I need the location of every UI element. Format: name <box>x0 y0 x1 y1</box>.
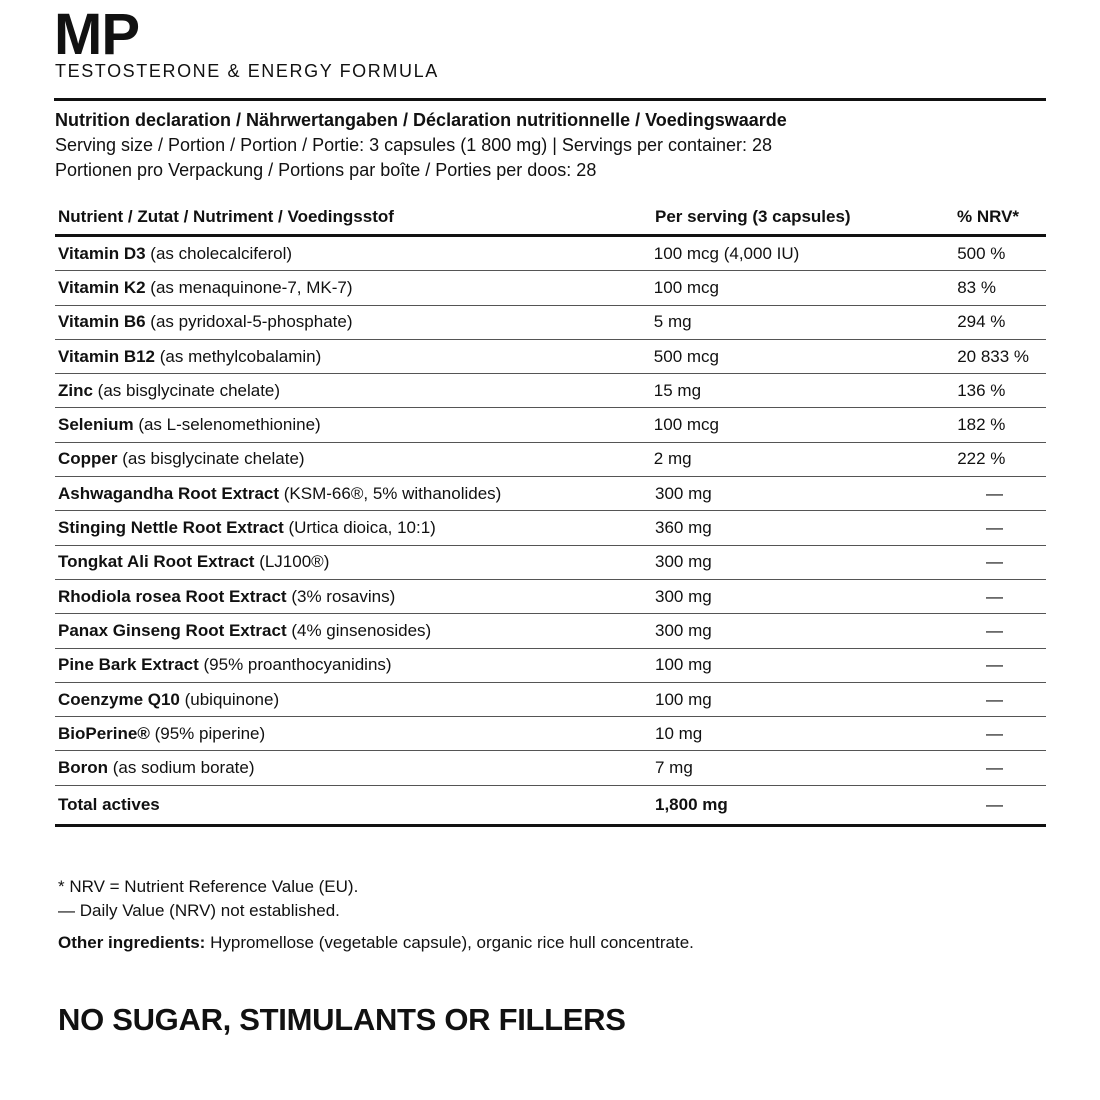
amount-cell: 100 mcg (4,000 IU) <box>653 243 800 263</box>
nutrient-name: Vitamin B6 <box>58 312 146 332</box>
total-nrv: — <box>986 794 1003 814</box>
amount-cell: 360 mg <box>655 518 712 538</box>
nutrition-declaration <box>55 108 1047 183</box>
nutrient-cell <box>55 758 655 778</box>
nutrient-name: Tongkat Ali Root Extract <box>58 552 255 572</box>
portions-line: Portionen pro Verpackung / Portions par boîte / Porties per doos: 28 <box>55 160 597 180</box>
nutrient-cell <box>55 655 655 675</box>
nutrient-name: Copper <box>58 449 118 469</box>
brand-logo-text: MP <box>54 2 139 67</box>
header-nrv: % NRV* <box>957 207 1020 226</box>
top-divider <box>54 98 1046 101</box>
amount-cell: 7 mg <box>655 758 693 778</box>
nrv-cell: — <box>986 689 1003 709</box>
dash-footnote: — Daily Value (NRV) not established. <box>58 901 340 920</box>
nutrient-detail: (4% ginsenosides) <box>286 620 432 640</box>
table-header <box>55 200 1046 237</box>
amount-cell: 500 mcg <box>653 346 719 366</box>
nutrient-cell <box>55 381 654 401</box>
amount-cell: 5 mg <box>653 312 692 332</box>
table-row <box>55 340 1046 374</box>
nutrient-name: Ashwagandha Root Extract <box>58 483 280 503</box>
tagline: NO SUGAR, STIMULANTS OR FILLERS <box>58 1002 626 1037</box>
nutrient-detail: (ubiquinone) <box>179 689 280 709</box>
total-row <box>55 786 1046 827</box>
nutrient-cell <box>55 347 654 367</box>
nrv-cell: 294 % <box>957 312 1006 332</box>
nutrient-cell <box>55 244 654 264</box>
table-body <box>55 237 1046 786</box>
nrv-cell: — <box>986 518 1003 538</box>
amount-cell: 300 mg <box>655 586 712 606</box>
product-subtitle: TESTOSTERONE & ENERGY FORMULA <box>55 61 439 81</box>
nutrient-name: Vitamin D3 <box>58 243 146 263</box>
nrv-cell: — <box>986 552 1003 572</box>
nutrient-cell <box>55 278 654 298</box>
nrv-cell: — <box>986 483 1003 503</box>
amount-cell: 100 mg <box>655 689 712 709</box>
nutrient-name: Panax Ginseng Root Extract <box>58 620 287 640</box>
nrv-cell: — <box>986 586 1003 606</box>
table-row <box>55 237 1046 271</box>
nutrient-name: Boron <box>58 758 109 778</box>
table-row <box>55 751 1046 785</box>
nutrient-name: Rhodiola rosea Root Extract <box>58 586 287 606</box>
nutrient-detail: (95% proanthocyanidins) <box>198 655 392 675</box>
table-row <box>55 374 1046 408</box>
amount-cell: 100 mcg <box>653 277 719 297</box>
nutrient-name: Vitamin K2 <box>58 277 146 297</box>
nrv-cell: — <box>986 655 1003 675</box>
nutrient-name: Pine Bark Extract <box>58 655 199 675</box>
amount-cell: 15 mg <box>653 380 702 400</box>
table-row <box>55 649 1046 683</box>
nutrient-name: Selenium <box>58 415 134 435</box>
amount-cell: 100 mcg <box>653 415 719 435</box>
other-ingredients <box>58 931 694 955</box>
nutrient-cell <box>55 415 654 435</box>
nutrient-detail: (95% piperine) <box>149 723 266 743</box>
nutrient-name: Coenzyme Q10 <box>58 689 180 709</box>
nutrient-detail: (as L-selenomethionine) <box>133 415 321 435</box>
total-amount: 1,800 mg <box>655 794 728 814</box>
serving-size-line: Serving size / Portion / Portion / Portie: 3 capsules (1 800 mg) | Servings per container: 28 <box>55 135 773 155</box>
amount-cell: 300 mg <box>655 483 712 503</box>
nrv-cell: 20 833 % <box>957 346 1030 366</box>
table-row <box>55 580 1046 614</box>
header-nutrient: Nutrient / Zutat / Nutriment / Voedingsstof <box>58 207 394 226</box>
total-label: Total actives <box>58 794 160 814</box>
table-row <box>55 408 1046 442</box>
nutrient-cell <box>55 552 655 572</box>
nrv-cell: 83 % <box>957 277 996 297</box>
nutrient-detail: (as methylcobalamin) <box>155 346 322 366</box>
nrv-cell: — <box>986 620 1003 640</box>
nutrient-cell <box>55 690 655 710</box>
declaration-heading: Nutrition declaration / Nährwertangaben / Déclaration nutritionnelle / Voedingswaarde <box>55 110 787 130</box>
nutrient-detail: (as sodium borate) <box>108 758 255 778</box>
table-row <box>55 306 1046 340</box>
table-row <box>55 546 1046 580</box>
nutrient-name: Stinging Nettle Root Extract <box>58 518 284 538</box>
table-row <box>55 614 1046 648</box>
nutrition-table <box>55 200 1046 827</box>
amount-cell: 300 mg <box>655 620 712 640</box>
nutrient-detail: (as menaquinone-7, MK-7) <box>145 277 353 297</box>
nrv-cell: 222 % <box>957 449 1006 469</box>
nutrient-detail: (LJ100®) <box>254 552 330 572</box>
amount-cell: 300 mg <box>655 552 712 572</box>
nutrient-cell <box>55 449 654 469</box>
other-ingredients-text: Hypromellose (vegetable capsule), organic rice hull concentrate. <box>205 933 694 952</box>
footnotes <box>58 875 358 923</box>
nutrient-detail: (as bisglycinate chelate) <box>92 380 281 400</box>
nutrient-detail: (KSM-66®, 5% withanolides) <box>279 483 502 503</box>
header-per-serving: Per serving (3 capsules) <box>655 207 851 226</box>
nutrient-cell <box>55 312 654 332</box>
nrv-cell: 182 % <box>957 415 1006 435</box>
nutrient-cell <box>55 724 655 744</box>
nutrient-cell <box>55 621 655 641</box>
nutrient-cell <box>55 518 655 538</box>
nutrient-detail: (as cholecalciferol) <box>145 243 293 263</box>
table-row <box>55 271 1046 305</box>
nrv-cell: — <box>986 723 1003 743</box>
amount-cell: 100 mg <box>655 655 712 675</box>
nutrient-detail: (Urtica dioica, 10:1) <box>283 518 436 538</box>
table-row <box>55 683 1046 717</box>
nutrient-detail: (as pyridoxal-5-phosphate) <box>145 312 353 332</box>
nrv-cell: 136 % <box>957 380 1006 400</box>
nutrient-name: BioPerine® <box>58 723 150 743</box>
table-row <box>55 717 1046 751</box>
amount-cell: 2 mg <box>653 449 692 469</box>
nrv-cell: — <box>986 758 1003 778</box>
nrv-cell: 500 % <box>957 243 1006 263</box>
table-row <box>55 477 1046 511</box>
nutrient-detail: (as bisglycinate chelate) <box>117 449 305 469</box>
other-ingredients-label: Other ingredients: <box>58 933 206 952</box>
nutrient-cell <box>55 587 655 607</box>
nutrient-cell <box>55 484 655 504</box>
amount-cell: 10 mg <box>655 723 703 743</box>
nutrient-name: Vitamin B12 <box>58 346 156 366</box>
table-row <box>55 443 1046 477</box>
nrv-footnote: * NRV = Nutrient Reference Value (EU). <box>58 877 359 896</box>
nutrient-name: Zinc <box>58 380 93 400</box>
table-row <box>55 511 1046 545</box>
nutrient-detail: (3% rosavins) <box>286 586 396 606</box>
